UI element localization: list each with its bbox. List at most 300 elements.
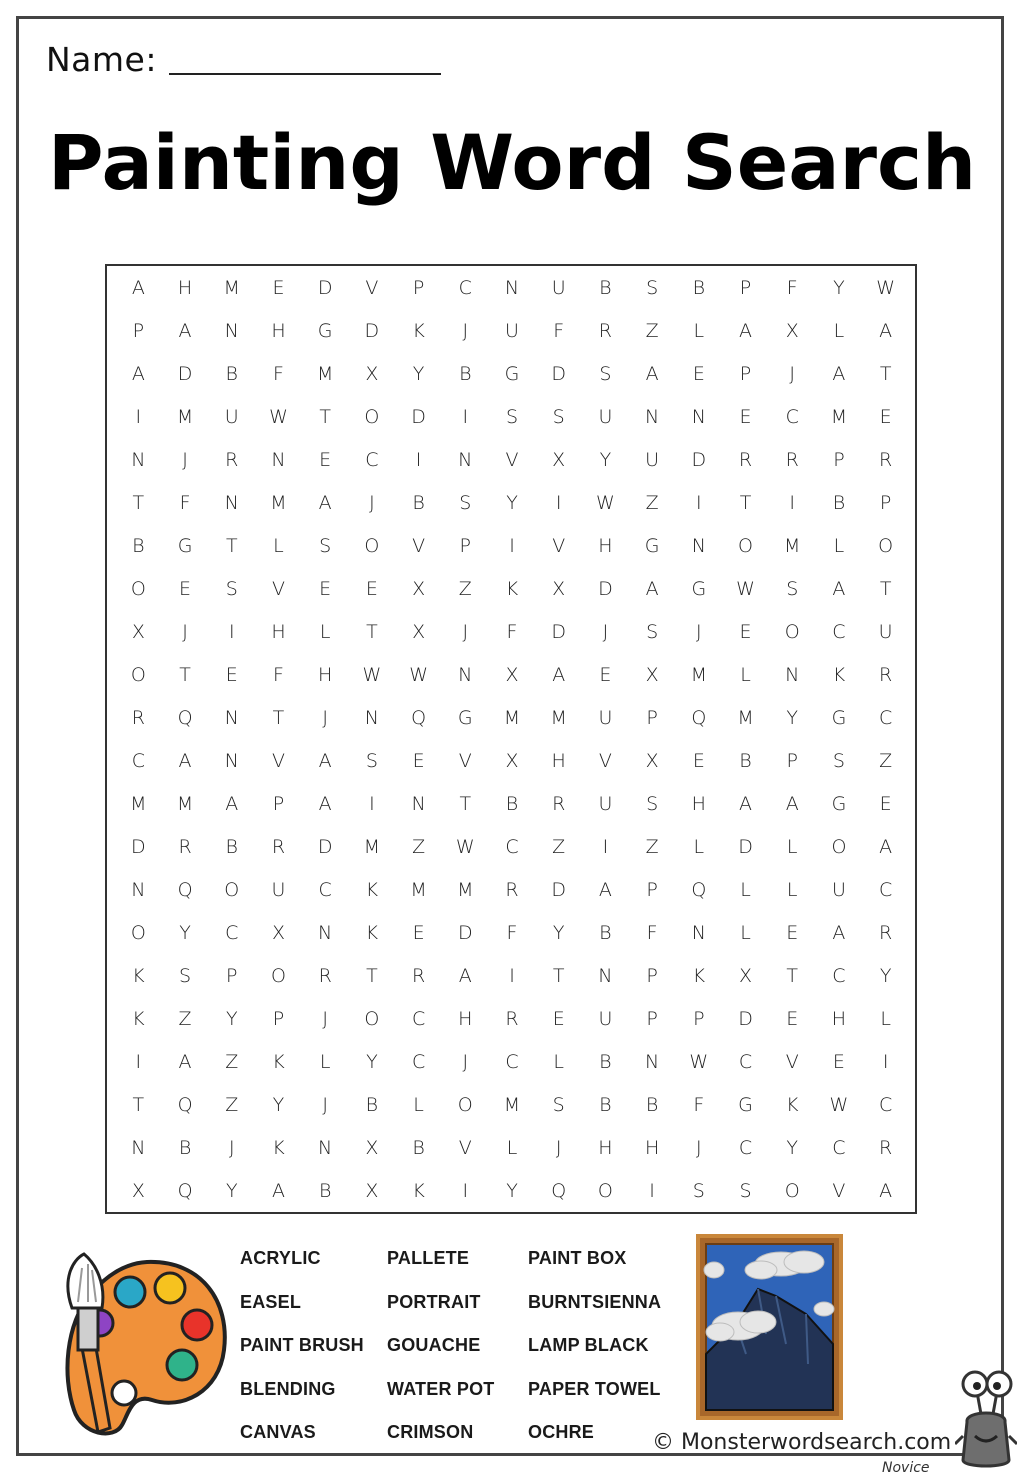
grid-letter[interactable]: Z xyxy=(225,1050,239,1073)
grid-letter[interactable]: Z xyxy=(645,835,659,858)
grid-letter[interactable]: R xyxy=(131,706,145,729)
grid-letter[interactable]: W xyxy=(689,1050,709,1073)
grid-letter[interactable]: T xyxy=(179,663,191,686)
grid-letter[interactable]: U xyxy=(878,620,893,643)
grid-letter[interactable]: S xyxy=(179,964,192,987)
grid-letter[interactable]: R xyxy=(318,964,332,987)
grid-letter[interactable]: C xyxy=(411,1050,426,1073)
grid-letter[interactable]: R xyxy=(178,835,192,858)
grid-letter[interactable]: A xyxy=(318,792,332,815)
grid-letter[interactable]: C xyxy=(458,276,472,299)
grid-letter[interactable]: O xyxy=(130,577,146,600)
grid-letter[interactable]: P xyxy=(739,276,752,299)
grid-letter[interactable]: W xyxy=(455,835,475,858)
grid-letter[interactable]: I xyxy=(509,534,515,557)
grid-letter[interactable]: A xyxy=(178,1050,192,1073)
grid-letter[interactable]: I xyxy=(228,620,235,643)
grid-letter[interactable]: M xyxy=(130,792,147,815)
grid-letter[interactable]: G xyxy=(317,319,333,342)
grid-letter[interactable]: I xyxy=(555,491,562,514)
grid-letter[interactable]: M xyxy=(550,706,567,729)
grid-letter[interactable]: N xyxy=(224,491,239,514)
grid-letter[interactable]: G xyxy=(504,362,520,385)
grid-letter[interactable]: I xyxy=(415,448,422,471)
grid-letter[interactable]: H xyxy=(691,792,706,815)
grid-letter[interactable]: N xyxy=(318,921,333,944)
grid-letter[interactable]: J xyxy=(182,448,188,471)
grid-letter[interactable]: X xyxy=(552,577,566,600)
grid-letter[interactable]: E xyxy=(739,620,752,643)
grid-letter[interactable]: Y xyxy=(506,491,518,514)
grid-letter[interactable]: W xyxy=(876,276,896,299)
grid-letter[interactable]: G xyxy=(177,534,193,557)
grid-letter[interactable]: S xyxy=(505,405,519,428)
grid-letter[interactable]: W xyxy=(269,405,288,428)
grid-letter[interactable]: Q xyxy=(691,706,707,729)
grid-letter[interactable]: Q xyxy=(177,878,193,901)
grid-letter[interactable]: F xyxy=(272,663,284,686)
grid-letter[interactable]: L xyxy=(506,1136,518,1159)
grid-letter[interactable]: E xyxy=(412,921,425,944)
grid-letter[interactable]: Y xyxy=(833,276,845,299)
grid-letter[interactable]: X xyxy=(131,620,145,643)
grid-letter[interactable]: P xyxy=(879,491,892,514)
grid-letter[interactable]: W xyxy=(409,663,428,686)
grid-letter[interactable]: O xyxy=(130,921,146,944)
grid-letter[interactable]: X xyxy=(739,964,753,987)
grid-letter[interactable]: R xyxy=(411,964,426,987)
grid-letter[interactable]: L xyxy=(740,878,751,901)
grid-letter[interactable]: J xyxy=(462,620,469,643)
grid-letter[interactable]: M xyxy=(690,663,708,686)
grid-letter[interactable]: X xyxy=(505,749,519,772)
grid-letter[interactable]: X xyxy=(505,663,519,686)
grid-letter[interactable]: A xyxy=(645,362,659,385)
grid-letter[interactable]: F xyxy=(179,491,191,514)
grid-letter[interactable]: I xyxy=(462,1179,469,1202)
grid-letter[interactable]: C xyxy=(738,1050,753,1073)
grid-letter[interactable]: R xyxy=(785,448,799,471)
grid-letter[interactable]: C xyxy=(318,878,332,901)
grid-letter[interactable]: I xyxy=(649,1179,655,1202)
grid-letter[interactable]: O xyxy=(738,534,753,557)
grid-letter[interactable]: L xyxy=(740,663,751,686)
grid-letter[interactable]: B xyxy=(318,1179,332,1202)
grid-letter[interactable]: K xyxy=(505,577,519,600)
grid-letter[interactable]: Y xyxy=(225,1179,238,1202)
grid-letter[interactable]: I xyxy=(696,491,702,514)
grid-letter[interactable]: K xyxy=(272,1050,285,1073)
grid-letter[interactable]: E xyxy=(552,1007,565,1030)
grid-letter[interactable]: Z xyxy=(178,1007,192,1030)
grid-letter[interactable]: R xyxy=(225,448,239,471)
grid-letter[interactable]: C xyxy=(879,1093,893,1116)
grid-letter[interactable]: N xyxy=(364,706,379,729)
grid-letter[interactable]: Y xyxy=(412,362,425,385)
grid-letter[interactable]: S xyxy=(552,1093,565,1116)
grid-letter[interactable]: C xyxy=(505,1050,519,1073)
grid-letter[interactable]: U xyxy=(598,405,613,428)
grid-letter[interactable]: P xyxy=(833,448,845,471)
grid-letter[interactable]: D xyxy=(317,276,333,299)
grid-letter[interactable]: A xyxy=(131,276,145,299)
grid-letter[interactable]: X xyxy=(552,448,566,471)
grid-letter[interactable]: S xyxy=(646,276,659,299)
grid-letter[interactable]: E xyxy=(319,577,332,600)
grid-letter[interactable]: S xyxy=(319,534,332,557)
grid-letter[interactable]: T xyxy=(272,706,285,729)
grid-letter[interactable]: J xyxy=(789,362,796,385)
grid-letter[interactable]: T xyxy=(879,577,892,600)
grid-letter[interactable]: D xyxy=(131,835,146,858)
grid-letter[interactable]: P xyxy=(786,749,798,772)
grid-letter[interactable]: Y xyxy=(366,1050,378,1073)
grid-letter[interactable]: P xyxy=(412,276,425,299)
grid-letter[interactable]: R xyxy=(879,1136,893,1159)
grid-letter[interactable]: I xyxy=(882,1050,889,1073)
grid-letter[interactable]: X xyxy=(412,620,426,643)
grid-letter[interactable]: E xyxy=(319,448,332,471)
grid-letter[interactable]: E xyxy=(786,921,799,944)
grid-letter[interactable]: O xyxy=(784,620,800,643)
grid-letter[interactable]: M xyxy=(457,878,474,901)
grid-letter[interactable]: A xyxy=(178,749,192,772)
grid-letter[interactable]: N xyxy=(691,534,706,557)
grid-letter[interactable]: Z xyxy=(225,1093,239,1116)
grid-letter[interactable]: T xyxy=(459,792,472,815)
grid-letter[interactable]: C xyxy=(131,749,145,772)
grid-letter[interactable]: S xyxy=(786,577,799,600)
grid-letter[interactable]: B xyxy=(692,276,706,299)
grid-letter[interactable]: L xyxy=(880,1007,891,1030)
grid-letter[interactable]: E xyxy=(692,362,705,385)
grid-letter[interactable]: O xyxy=(457,1093,473,1116)
grid-letter[interactable]: H xyxy=(831,1007,847,1030)
grid-letter[interactable]: Z xyxy=(552,835,566,858)
name-write-line[interactable] xyxy=(169,73,441,75)
grid-letter[interactable]: Y xyxy=(272,1093,285,1116)
grid-letter[interactable]: H xyxy=(551,749,566,772)
grid-letter[interactable]: H xyxy=(177,276,193,299)
grid-letter[interactable]: U xyxy=(505,319,519,342)
grid-letter[interactable]: O xyxy=(597,1179,613,1202)
grid-letter[interactable]: U xyxy=(598,792,613,815)
grid-letter[interactable]: A xyxy=(178,319,192,342)
grid-letter[interactable]: P xyxy=(693,1007,705,1030)
grid-letter[interactable]: E xyxy=(832,1050,845,1073)
grid-letter[interactable]: A xyxy=(832,362,846,385)
grid-letter[interactable]: L xyxy=(319,1050,331,1073)
grid-letter[interactable]: C xyxy=(879,706,893,729)
grid-letter[interactable]: A xyxy=(879,319,893,342)
grid-letter[interactable]: D xyxy=(457,921,473,944)
grid-letter[interactable]: Z xyxy=(458,577,472,600)
grid-letter[interactable]: N xyxy=(598,964,613,987)
grid-letter[interactable]: L xyxy=(833,319,845,342)
grid-letter[interactable]: C xyxy=(411,1007,426,1030)
grid-letter[interactable]: D xyxy=(738,835,753,858)
grid-letter[interactable]: M xyxy=(176,405,194,428)
grid-letter[interactable]: P xyxy=(646,878,658,901)
grid-letter[interactable]: V xyxy=(785,1050,799,1073)
grid-letter[interactable]: A xyxy=(318,491,332,514)
grid-letter[interactable]: O xyxy=(878,534,894,557)
grid-letter[interactable]: S xyxy=(646,620,659,643)
grid-letter[interactable]: D xyxy=(551,620,567,643)
grid-letter[interactable]: B xyxy=(132,534,145,557)
grid-letter[interactable]: K xyxy=(132,964,145,987)
grid-letter[interactable]: X xyxy=(365,1136,379,1159)
grid-letter[interactable]: E xyxy=(739,405,752,428)
grid-letter[interactable]: C xyxy=(365,448,379,471)
grid-letter[interactable]: R xyxy=(552,792,566,815)
grid-letter[interactable]: A xyxy=(598,878,612,901)
grid-letter[interactable]: K xyxy=(785,1093,799,1116)
grid-letter[interactable]: N xyxy=(131,1136,146,1159)
grid-letter[interactable]: S xyxy=(225,577,238,600)
grid-letter[interactable]: I xyxy=(135,1050,142,1073)
grid-letter[interactable]: Z xyxy=(412,835,426,858)
grid-letter[interactable]: N xyxy=(271,448,286,471)
grid-letter[interactable]: K xyxy=(365,878,379,901)
grid-letter[interactable]: A xyxy=(879,835,893,858)
grid-letter[interactable]: O xyxy=(364,405,380,428)
grid-letter[interactable]: R xyxy=(505,1007,519,1030)
grid-letter[interactable]: R xyxy=(598,319,612,342)
grid-letter[interactable]: O xyxy=(270,964,286,987)
grid-letter[interactable]: Q xyxy=(177,706,193,729)
grid-letter[interactable]: A xyxy=(458,964,472,987)
grid-letter[interactable]: A xyxy=(552,663,566,686)
grid-letter[interactable]: Q xyxy=(551,1179,567,1202)
grid-letter[interactable]: E xyxy=(786,1007,799,1030)
grid-letter[interactable]: A xyxy=(645,577,659,600)
grid-letter[interactable]: D xyxy=(551,878,567,901)
grid-letter[interactable]: J xyxy=(228,1136,235,1159)
grid-letter[interactable]: T xyxy=(366,620,378,643)
grid-letter[interactable]: Y xyxy=(179,921,191,944)
grid-letter[interactable]: D xyxy=(551,362,567,385)
grid-letter[interactable]: J xyxy=(555,1136,562,1159)
grid-letter[interactable]: P xyxy=(739,362,752,385)
grid-letter[interactable]: B xyxy=(225,835,238,858)
grid-letter[interactable]: P xyxy=(272,1007,285,1030)
grid-letter[interactable]: F xyxy=(506,620,518,643)
grid-letter[interactable]: Y xyxy=(506,1179,518,1202)
grid-letter[interactable]: L xyxy=(833,534,845,557)
grid-letter[interactable]: C xyxy=(738,1136,753,1159)
grid-letter[interactable]: G xyxy=(831,792,847,815)
grid-letter[interactable]: V xyxy=(598,749,612,772)
grid-letter[interactable]: G xyxy=(457,706,473,729)
grid-letter[interactable]: K xyxy=(692,964,706,987)
grid-letter[interactable]: T xyxy=(366,964,378,987)
grid-letter[interactable]: J xyxy=(369,491,375,514)
grid-letter[interactable]: K xyxy=(132,1007,145,1030)
grid-letter[interactable]: E xyxy=(365,577,378,600)
grid-letter[interactable]: N xyxy=(458,448,473,471)
grid-letter[interactable]: S xyxy=(365,749,378,772)
grid-letter[interactable]: P xyxy=(646,1007,658,1030)
grid-letter[interactable]: A xyxy=(785,792,799,815)
grid-letter[interactable]: V xyxy=(458,749,472,772)
grid-letter[interactable]: N xyxy=(458,663,473,686)
grid-letter[interactable]: P xyxy=(272,792,285,815)
grid-letter[interactable]: U xyxy=(598,1007,613,1030)
grid-letter[interactable]: A xyxy=(879,1179,893,1202)
grid-letter[interactable]: H xyxy=(271,319,286,342)
grid-letter[interactable]: R xyxy=(738,448,753,471)
grid-letter[interactable]: A xyxy=(225,792,239,815)
grid-letter[interactable]: H xyxy=(598,1136,613,1159)
grid-letter[interactable]: Y xyxy=(599,448,612,471)
grid-letter[interactable]: E xyxy=(272,276,285,299)
grid-letter[interactable]: I xyxy=(369,792,375,815)
grid-letter[interactable]: C xyxy=(832,964,846,987)
grid-letter[interactable]: Q xyxy=(691,878,707,901)
grid-letter[interactable]: M xyxy=(176,792,194,815)
grid-letter[interactable]: M xyxy=(223,276,240,299)
grid-letter[interactable]: D xyxy=(177,362,193,385)
grid-letter[interactable]: C xyxy=(832,1136,846,1159)
grid-letter[interactable]: A xyxy=(739,792,753,815)
grid-letter[interactable]: Y xyxy=(225,1007,238,1030)
grid-letter[interactable]: B xyxy=(599,921,612,944)
grid-letter[interactable]: A xyxy=(318,749,332,772)
grid-letter[interactable]: I xyxy=(789,491,796,514)
grid-letter[interactable]: D xyxy=(317,835,333,858)
grid-letter[interactable]: X xyxy=(412,577,426,600)
grid-letter[interactable]: F xyxy=(693,1093,705,1116)
grid-letter[interactable]: L xyxy=(413,1093,424,1116)
grid-letter[interactable]: D xyxy=(691,448,707,471)
grid-letter[interactable]: J xyxy=(322,706,328,729)
grid-letter[interactable]: J xyxy=(602,620,609,643)
grid-letter[interactable]: T xyxy=(552,964,565,987)
grid-letter[interactable]: J xyxy=(462,1050,469,1073)
grid-letter[interactable]: T xyxy=(879,362,892,385)
grid-letter[interactable]: L xyxy=(693,835,705,858)
grid-letter[interactable]: T xyxy=(132,1093,145,1116)
grid-letter[interactable]: A xyxy=(271,1179,285,1202)
grid-letter[interactable]: E xyxy=(879,792,892,815)
grid-letter[interactable]: G xyxy=(691,577,707,600)
grid-letter[interactable]: C xyxy=(505,835,519,858)
grid-letter[interactable]: N xyxy=(645,1050,660,1073)
grid-letter[interactable]: R xyxy=(879,663,893,686)
grid-letter[interactable]: L xyxy=(786,878,798,901)
grid-letter[interactable]: M xyxy=(410,878,427,901)
grid-letter[interactable]: J xyxy=(322,1007,328,1030)
grid-letter[interactable]: O xyxy=(784,1179,800,1202)
grid-letter[interactable]: U xyxy=(831,878,846,901)
grid-letter[interactable]: N xyxy=(224,319,239,342)
grid-letter[interactable]: U xyxy=(598,706,613,729)
grid-letter[interactable]: E xyxy=(599,663,612,686)
grid-letter[interactable]: P xyxy=(459,534,472,557)
grid-letter[interactable]: S xyxy=(459,491,472,514)
grid-letter[interactable]: M xyxy=(737,706,754,729)
grid-letter[interactable]: L xyxy=(319,620,331,643)
grid-letter[interactable]: B xyxy=(412,491,425,514)
grid-letter[interactable]: G xyxy=(831,706,847,729)
grid-letter[interactable]: X xyxy=(645,663,659,686)
grid-letter[interactable]: N xyxy=(785,663,800,686)
grid-letter[interactable]: U xyxy=(224,405,239,428)
grid-letter[interactable]: X xyxy=(785,319,799,342)
grid-letter[interactable]: Z xyxy=(645,491,659,514)
grid-letter[interactable]: Y xyxy=(879,964,892,987)
grid-letter[interactable]: B xyxy=(599,276,612,299)
grid-letter[interactable]: F xyxy=(553,319,565,342)
grid-letter[interactable]: R xyxy=(505,878,519,901)
grid-letter[interactable]: N xyxy=(224,749,239,772)
grid-letter[interactable]: C xyxy=(879,878,893,901)
grid-letter[interactable]: J xyxy=(462,319,469,342)
grid-letter[interactable]: E xyxy=(225,663,238,686)
grid-letter[interactable]: U xyxy=(551,276,566,299)
grid-letter[interactable]: L xyxy=(693,319,705,342)
grid-letter[interactable]: H xyxy=(644,1136,660,1159)
grid-letter[interactable]: C xyxy=(225,921,239,944)
grid-letter[interactable]: T xyxy=(132,491,145,514)
grid-letter[interactable]: Y xyxy=(552,921,565,944)
grid-letter[interactable]: O xyxy=(364,1007,380,1030)
grid-letter[interactable]: K xyxy=(832,663,846,686)
grid-letter[interactable]: X xyxy=(645,749,659,772)
grid-letter[interactable]: N xyxy=(224,706,239,729)
grid-letter[interactable]: M xyxy=(503,1093,521,1116)
grid-letter[interactable]: H xyxy=(318,663,333,686)
grid-letter[interactable]: E xyxy=(879,405,892,428)
grid-letter[interactable]: F xyxy=(646,921,658,944)
grid-letter[interactable]: E xyxy=(179,577,192,600)
grid-letter[interactable]: V xyxy=(271,749,285,772)
grid-letter[interactable]: A xyxy=(131,362,145,385)
grid-letter[interactable]: M xyxy=(830,405,848,428)
grid-letter[interactable]: N xyxy=(131,448,146,471)
grid-letter[interactable]: B xyxy=(225,362,238,385)
grid-letter[interactable]: K xyxy=(412,319,425,342)
grid-letter[interactable]: N xyxy=(131,878,146,901)
grid-letter[interactable]: E xyxy=(692,749,705,772)
grid-letter[interactable]: A xyxy=(832,921,846,944)
grid-letter[interactable]: B xyxy=(832,491,846,514)
grid-letter[interactable]: W xyxy=(736,577,755,600)
grid-letter[interactable]: X xyxy=(365,362,379,385)
grid-letter[interactable]: B xyxy=(739,749,752,772)
grid-letter[interactable]: O xyxy=(130,663,146,686)
grid-letter[interactable]: R xyxy=(271,835,286,858)
grid-letter[interactable]: V xyxy=(365,276,379,299)
grid-letter[interactable]: F xyxy=(272,362,284,385)
grid-letter[interactable]: W xyxy=(596,491,615,514)
grid-letter[interactable]: I xyxy=(135,405,142,428)
grid-letter[interactable]: F xyxy=(786,276,798,299)
grid-letter[interactable]: Q xyxy=(411,706,427,729)
grid-letter[interactable]: P xyxy=(226,964,238,987)
grid-letter[interactable]: Q xyxy=(177,1093,193,1116)
grid-letter[interactable]: P xyxy=(646,964,658,987)
grid-letter[interactable]: E xyxy=(412,749,425,772)
grid-letter[interactable]: B xyxy=(645,1093,659,1116)
grid-letter[interactable]: H xyxy=(598,534,613,557)
grid-letter[interactable]: N xyxy=(318,1136,333,1159)
grid-letter[interactable]: R xyxy=(879,921,893,944)
grid-letter[interactable]: U xyxy=(271,878,286,901)
grid-letter[interactable]: W xyxy=(829,1093,849,1116)
grid-letter[interactable]: D xyxy=(598,577,613,600)
